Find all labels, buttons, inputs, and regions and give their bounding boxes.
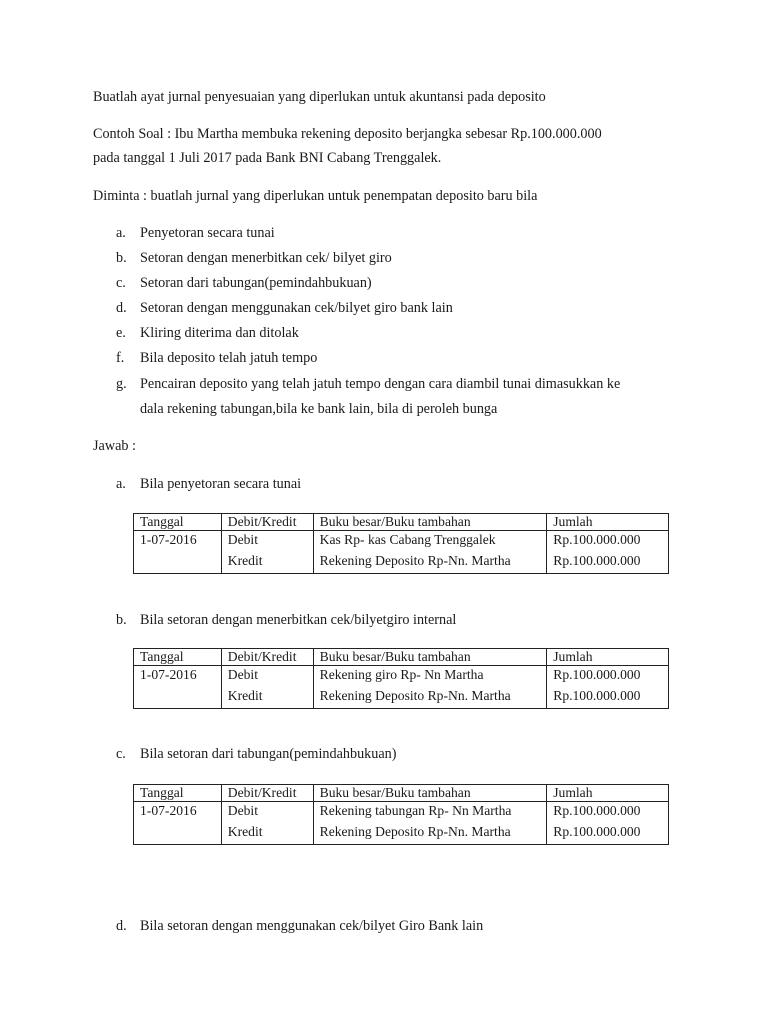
- header-cell: Buku besar/Buku tambahan: [313, 649, 547, 666]
- table-cell: [134, 820, 222, 845]
- list-item: Setoran dengan menerbitkan cek/ bilyet giro: [140, 250, 392, 266]
- table-cell: Rekening Deposito Rp-Nn. Martha: [313, 820, 547, 845]
- header-cell: Debit/Kredit: [221, 514, 313, 531]
- table-cell: Debit: [221, 802, 313, 821]
- table-header-row: [134, 514, 669, 531]
- table-cell: 1-07-2016: [134, 531, 222, 550]
- list-item-letter: f.: [116, 350, 125, 366]
- list-item-continuation: dala rekening tabungan,bila ke bank lain, bila di peroleh bunga: [140, 401, 498, 417]
- list-item: Setoran dengan menggunakan cek/bilyet giro bank lain: [140, 300, 453, 316]
- list-item-letter: b.: [116, 250, 127, 266]
- journal-table: [133, 513, 669, 574]
- table-cell: Rp.100.000.000: [547, 802, 669, 821]
- list-item: Setoran dari tabungan(pemindahbukuan): [140, 275, 372, 291]
- header-cell: Tanggal: [134, 649, 222, 666]
- header-cell: Buku besar/Buku tambahan: [313, 785, 547, 802]
- table-cell: Rekening giro Rp- Nn Martha: [313, 666, 547, 685]
- answer-heading: Jawab :: [93, 438, 136, 454]
- table-cell: Debit: [221, 666, 313, 685]
- table-cell: 1-07-2016: [134, 666, 222, 685]
- table-cell: Kredit: [221, 820, 313, 845]
- list-item-letter: c.: [116, 275, 126, 291]
- table-row: [134, 531, 669, 550]
- table-cell: Debit: [221, 531, 313, 550]
- instruction-text: Buatlah ayat jurnal penyesuaian yang diperlukan untuk akuntansi pada deposito: [93, 89, 546, 105]
- table-cell: 1-07-2016: [134, 802, 222, 821]
- table-cell: [134, 549, 222, 574]
- list-item-letter: a.: [116, 225, 126, 241]
- table-cell: Rekening tabungan Rp- Nn Martha: [313, 802, 547, 821]
- journal-table: [133, 784, 669, 845]
- header-cell: Buku besar/Buku tambahan: [313, 514, 547, 531]
- table-row: [134, 684, 669, 709]
- table-cell: Rekening Deposito Rp-Nn. Martha: [313, 549, 547, 574]
- header-cell: Debit/Kredit: [221, 649, 313, 666]
- answer-title: Bila setoran dengan menggunakan cek/bilyet Giro Bank lain: [140, 918, 484, 934]
- table-cell: Rp.100.000.000: [547, 820, 669, 845]
- table-cell: Rekening Deposito Rp-Nn. Martha: [313, 684, 547, 709]
- table-header-row: [134, 785, 669, 802]
- example-text-line-2: pada tanggal 1 Juli 2017 pada Bank BNI Cabang Trenggalek.: [93, 150, 442, 166]
- requested-text: Diminta : buatlah jurnal yang diperlukan untuk penempatan deposito baru bila: [93, 188, 538, 204]
- answer-letter: b.: [116, 612, 127, 628]
- table-cell: [134, 684, 222, 709]
- journal-table: [133, 648, 669, 709]
- list-item-letter: e.: [116, 325, 126, 341]
- header-cell: Tanggal: [134, 514, 222, 531]
- list-item-letter: g.: [116, 376, 127, 392]
- answer-letter: a.: [116, 476, 126, 492]
- answer-letter: c.: [116, 746, 126, 762]
- header-cell: Jumlah: [547, 649, 669, 666]
- table-row: [134, 802, 669, 821]
- answer-title: Bila penyetoran secara tunai: [140, 476, 302, 492]
- list-item: Penyetoran secara tunai: [140, 225, 275, 241]
- answer-title: Bila setoran dari tabungan(pemindahbukuan): [140, 746, 397, 762]
- answer-letter: d.: [116, 918, 127, 934]
- table-cell: Kredit: [221, 549, 313, 574]
- table-row: [134, 820, 669, 845]
- list-item-letter: d.: [116, 300, 127, 316]
- table-row: [134, 666, 669, 685]
- example-text-line-1: Contoh Soal : Ibu Martha membuka rekening deposito berjangka sebesar Rp.100.000.000: [93, 126, 602, 142]
- table-cell: Rp.100.000.000: [547, 666, 669, 685]
- table-row: [134, 549, 669, 574]
- table-cell: Rp.100.000.000: [547, 684, 669, 709]
- list-item: Bila deposito telah jatuh tempo: [140, 350, 318, 366]
- list-item: Pencairan deposito yang telah jatuh tempo dengan cara diambil tunai dimasukkan ke: [140, 376, 621, 392]
- answer-title: Bila setoran dengan menerbitkan cek/bilyetgiro internal: [140, 612, 457, 628]
- header-cell: Jumlah: [547, 785, 669, 802]
- header-cell: Jumlah: [547, 514, 669, 531]
- table-cell: Kas Rp- kas Cabang Trenggalek: [313, 531, 547, 550]
- list-item: Kliring diterima dan ditolak: [140, 325, 299, 341]
- table-cell: Rp.100.000.000: [547, 549, 669, 574]
- header-cell: Debit/Kredit: [221, 785, 313, 802]
- table-header-row: [134, 649, 669, 666]
- header-cell: Tanggal: [134, 785, 222, 802]
- table-cell: Kredit: [221, 684, 313, 709]
- table-cell: Rp.100.000.000: [547, 531, 669, 550]
